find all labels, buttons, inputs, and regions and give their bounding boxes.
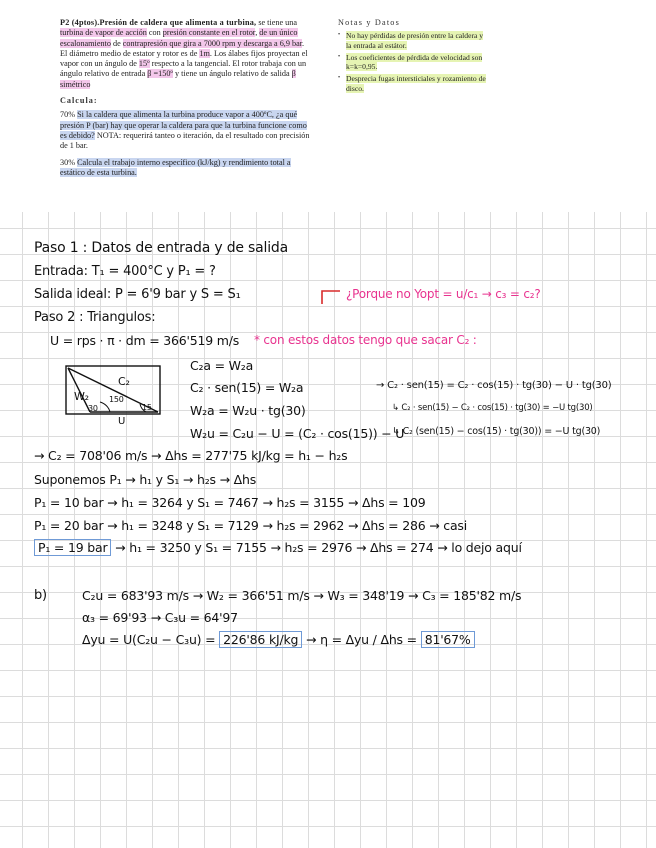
note-item: • No hay pérdidas de presión entre la caldera y la entrada al estátor.: [338, 31, 488, 50]
statement-fragment: respecto a la tangencial. El rotor trabaja con un ángulo relativo de entrada: [60, 59, 307, 79]
eq-r2: ↳ C₂ · sen(15) − C₂ · cos(15) · tg(30) = −U tg(30): [392, 403, 593, 413]
question-1-highlight: Si la caldera que alimenta la turbina produce vapor a 400ºC, ¿a qué presión P (bar) hay que operar la caldera para que la turbina funcione como es debido?: [60, 110, 307, 140]
tri-label-15: 15: [142, 403, 152, 412]
paso1-title: Paso 1 : Datos de entrada y de salida: [34, 240, 288, 256]
question-2: 30% Calcula el trabajo interno específico (kJ/kg) y rendimiento total a estático de esta turbina.: [60, 157, 291, 177]
note-item: • Los coeficientes de pérdida de velocidad son k=k=0,95.: [338, 53, 488, 72]
eq-w2u: W₂u = C₂u − U = (C₂ · cos(15)) − U: [190, 426, 405, 441]
red-bracket: [322, 291, 340, 304]
statement-fragment: =150º: [151, 69, 173, 79]
problem-title: P2 (4ptos).Presión de caldera que alimenta a turbina,: [60, 18, 257, 27]
part-b-line1: C₂u = 683'93 m/s → W₂ = 366'51 m/s → W₃ = 348'19 → C₃ = 185'82 m/s: [82, 588, 522, 603]
statement-fragment: presión constante en el rotor: [162, 28, 256, 38]
pink-note: * con estos datos tengo que sacar C₂ :: [254, 333, 477, 347]
tri-label-c2: C₂: [118, 375, 130, 388]
eq-r3: ↳ C₂ (sen(15) − cos(15) · tg(30)) = −U tg(30): [392, 426, 601, 437]
statement-fragment: turbina de vapor de acción: [60, 28, 147, 38]
part-b-line2: α₃ = 69'93 → C₃u = 64'97: [82, 610, 238, 625]
notes-heading: Notas y Datos: [338, 18, 400, 27]
tri-label-150: 150: [109, 395, 124, 404]
eq-sen: C₂ · sen(15) = W₂a: [190, 380, 304, 395]
statement-fragment: 1m: [199, 48, 210, 58]
statement-fragment: de: [110, 38, 123, 48]
statement-fragment: se tiene una: [258, 18, 297, 27]
eq-c2a: C₂a = W₂a: [190, 358, 254, 373]
statement-fragment: . Los álabes fijos proyectan el vapor con un ángulo de: [60, 48, 308, 69]
eq-r1: → C₂ · sen(15) = C₂ · cos(15) · tg(30) − U · tg(30): [376, 380, 612, 391]
salida-line: Salida ideal: P = 6'9 bar y S = S₁: [34, 287, 241, 302]
pink-question: ¿Porque no Yopt = u/c₁ → c₃ = c₂?: [346, 287, 541, 301]
question-1: 70% Si la caldera que alimenta la turbina produce vapor a 400ºC, ¿a qué presión P (bar) hay que operar la caldera para que la turbina funcione como es debido? NOTA: requerirá tanteo o iteración, da el resultado con precisión de 1 bar.: [60, 110, 310, 151]
statement-fragment: β: [147, 69, 152, 79]
iteration-3: P₁ = 19 bar → h₁ = 3250 y S₁ = 7155 → h₂s = 2976 → Δhs = 274 → lo dejo aquí: [34, 540, 522, 555]
statement-fragment: de un único escalonamiento: [60, 28, 298, 48]
statement-fragment: ,: [255, 28, 260, 38]
statement-fragment: 15º: [138, 59, 150, 69]
eq-w2a: W₂a = W₂u · tg(30): [190, 403, 306, 418]
entrada-line: Entrada: T₁ = 400°C y P₁ = ?: [34, 264, 216, 279]
part-b-line3: Δyu = U(C₂u − C₃u) = 226'86 kJ/kg → η = Δyu / Δhs = 81'67%: [82, 632, 475, 647]
question-2-highlight: Calcula el trabajo interno específico (kJ/kg) y rendimiento total a estático de esta turbina.: [60, 157, 291, 177]
iteration-2: P₁ = 20 bar → h₁ = 3248 y S₁ = 7129 → h₂s = 2962 → Δhs = 286 → casi: [34, 518, 468, 533]
tri-label-u: U: [118, 416, 126, 427]
statement-fragment: contrapresión que gira a 7000 rpm y descarga a 6,9 bar: [122, 38, 302, 48]
answer-efficiency-box: 81'67%: [421, 631, 475, 648]
paso2-title: Paso 2 : Triangulos:: [34, 310, 156, 325]
c2-result: → C₂ = 708'06 m/s → Δhs = 277'75 kJ/kg = h₁ − h₂s: [34, 448, 348, 463]
answer-pressure-box: P₁ = 19 bar: [34, 539, 111, 556]
note-item: • Desprecia fugas intersticiales y rozamiento de disco.: [338, 74, 488, 93]
statement-fragment: y tiene un ángulo relativo de salida: [172, 69, 292, 79]
statement-fragment: con: [146, 28, 163, 38]
iteration-1: P₁ = 10 bar → h₁ = 3264 y S₁ = 7467 → h₂s = 3155 → Δhs = 109: [34, 495, 426, 510]
part-b-label: b): [34, 588, 47, 603]
suponemos-line: Suponemos P₁ → h₁ y S₁ → h₂s → Δhs: [34, 472, 257, 487]
tri-label-w2: W₂: [74, 390, 89, 403]
u-equation: U = rps · π · dm = 366'519 m/s: [50, 333, 240, 348]
tri-label-30: 30: [88, 404, 98, 413]
statement-fragment: . El diámetro medio de estator y rotor es de: [60, 38, 305, 58]
statement-fragment: β simétrico: [60, 69, 296, 89]
answer-work-box: 226'86 kJ/kg: [219, 631, 302, 648]
calc-heading: Calcula:: [60, 96, 98, 106]
